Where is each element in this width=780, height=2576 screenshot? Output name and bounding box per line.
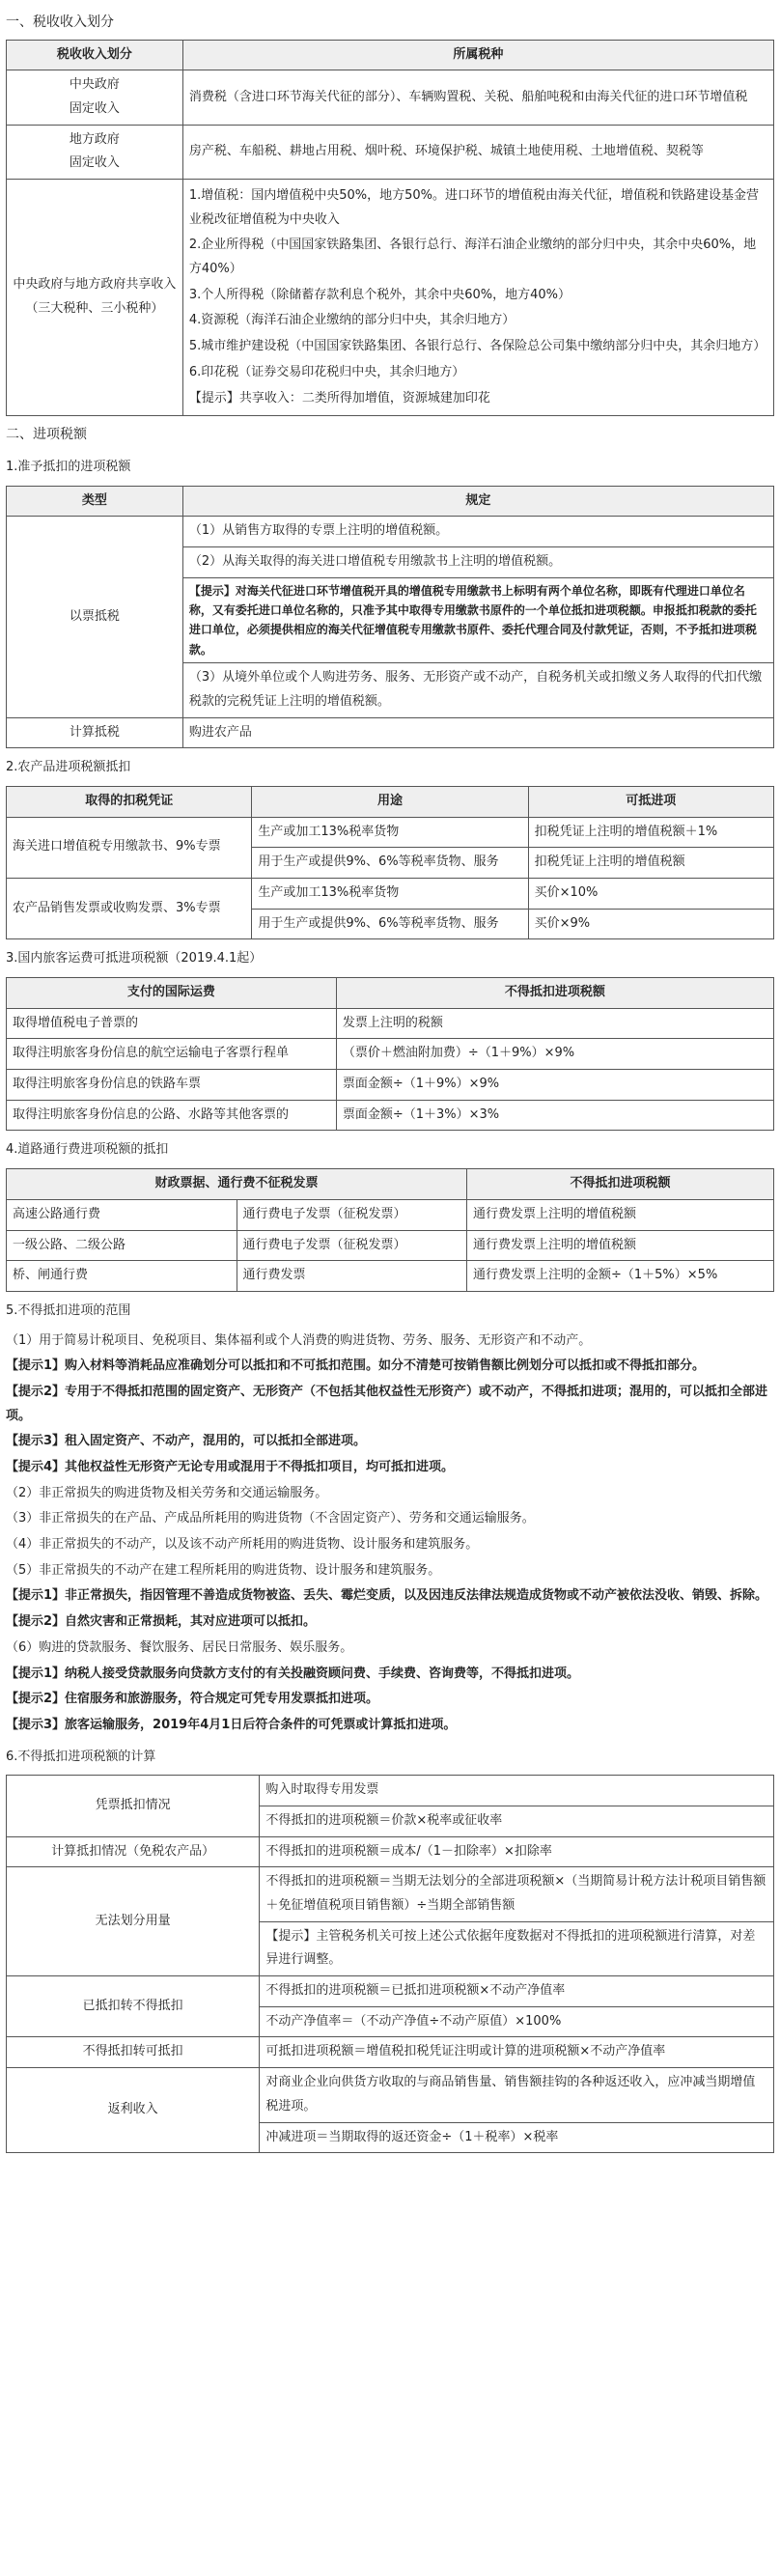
text-line: 【提示2】专用于不得抵扣范围的固定资产、无形资产（不包括其他权益性无形资产）或不动产，不得抵扣进项；混用的，可以抵扣全部进项。	[6, 1384, 768, 1423]
cell: 通行费发票上注明的增值税额	[467, 1199, 774, 1230]
subsection-1-title: 1.准予抵扣的进项税额	[6, 459, 131, 474]
road-toll-table	[6, 1168, 774, 1292]
header-rule: 规定	[182, 486, 773, 517]
cell: 票面金额÷（1＋9%）×9%	[336, 1070, 773, 1101]
cell: 用于生产或提供9%、6%等税率货物、服务	[252, 848, 528, 879]
header-voucher: 取得的扣税凭证	[7, 786, 252, 817]
table-row	[7, 2068, 774, 2122]
row-content: 房产税、车船税、耕地占用税、烟叶税、环境保护税、城镇土地使用税、土地增值税、契税等	[182, 125, 773, 179]
subsection-4-title: 4.道路通行费进项税额的抵扣	[6, 1142, 169, 1158]
row-content: （3）从境外单位或个人购进劳务、服务、无形资产或不动产，自税务机关或扣缴义务人取得的代扣代缴税款的完税凭证上注明的增值税额。	[182, 663, 773, 717]
row-label: 以票抵税	[7, 517, 183, 717]
label-line: 地方政府	[69, 131, 120, 147]
header-fiscal-bill: 财政票据、通行费不征税发票	[7, 1169, 467, 1200]
table-header-row	[7, 1169, 774, 1200]
row-label: 不得抵扣转可抵扣	[7, 2037, 260, 2068]
table-row	[7, 717, 774, 748]
cell: 取得增值税电子普票的	[7, 1008, 337, 1039]
text-line: （5）非正常损失的不动产在建工程所耗用的购进货物、设计服务和建筑服务。	[6, 1562, 441, 1578]
cell: 购入时取得专用发票	[260, 1776, 774, 1806]
table-row	[7, 1008, 774, 1039]
section-2-title: 二、进项税额	[6, 427, 87, 443]
label-line: 固定收入	[69, 100, 120, 116]
header-non-deductible: 不得抵扣进项税额	[336, 978, 773, 1009]
row-content	[182, 180, 773, 416]
header-deductible: 可抵进项	[528, 786, 773, 817]
table-row	[7, 180, 774, 416]
cell: 不得抵扣的进项税额＝已抵扣进项税额×不动产净值率	[260, 1976, 774, 2007]
row-content: （1）从销售方取得的专票上注明的增值税额。	[182, 517, 773, 547]
table-row	[7, 1039, 774, 1070]
cell: 取得注明旅客身份信息的航空运输电子客票行程单	[7, 1039, 337, 1070]
row-label: 已抵扣转不得抵扣	[7, 1976, 260, 2037]
cell: 发票上注明的税额	[336, 1008, 773, 1039]
row-label: 无法划分用量	[7, 1867, 260, 1976]
text-line: 【提示4】其他权益性无形资产无论专用或混用于不得抵扣项目，均可抵扣进项。	[6, 1460, 455, 1474]
cell: 高速公路通行费	[7, 1199, 237, 1230]
cell: 通行费发票上注明的金额÷（1＋5%）×5%	[467, 1261, 774, 1292]
table-row	[7, 125, 774, 179]
table-row	[7, 70, 774, 125]
label-line: （三大税种、三小税种）	[25, 301, 164, 317]
cell: 【提示】主管税务机关可按上述公式依据年度数据对不得抵扣的进项税额进行清算，对差异进行调整。	[260, 1921, 774, 1975]
table-row	[7, 1261, 774, 1292]
text-line: 【提示3】租入固定资产、不动产，混用的，可以抵扣全部进项。	[6, 1434, 367, 1449]
row-content: 【提示】对海关代征进口环节增值税开具的增值税专用缴款书上标明有两个单位名称，即既有代理进口单位名称，又有委托进口单位名称的，只准予其中取得专用缴款书原件的一个单位抵扣进项税额。申报抵扣税款的委托进口单位，必须提供相应的海关代征增值税专用缴款书原件、委托代理合同及付款凭证，否则，不予抵扣进项税款。	[182, 577, 773, 663]
content-line: 2.企业所得税（中国国家铁路集团、各银行总行、海洋石油企业缴纳的部分归中央，其余中央60%，地方40%）	[188, 238, 757, 277]
cell: 用于生产或提供9%、6%等税率货物、服务	[252, 909, 528, 939]
table-header-row	[7, 40, 774, 70]
header-division: 税收收入划分	[7, 40, 183, 70]
passenger-transport-table	[6, 977, 774, 1131]
table-row	[7, 1230, 774, 1261]
cell: 通行费发票上注明的增值税额	[467, 1230, 774, 1261]
text-line: （4）非正常损失的不动产，以及该不动产所耗用的购进货物、设计服务和建筑服务。	[6, 1537, 479, 1553]
cell: 不动产净值率＝（不动产净值÷不动产原值）×100%	[260, 2006, 774, 2037]
cell: 票面金额÷（1＋3%）×3%	[336, 1100, 773, 1131]
cell: 不得抵扣的进项税额＝价款×税率或征收率	[260, 1806, 774, 1836]
text-line: 【提示1】纳税人接受贷款服务向贷款方支付的有关投融资顾问费、手续费、咨询费等，不得抵扣进项。	[6, 1666, 580, 1681]
table-row	[7, 878, 774, 909]
cell: 桥、闸通行费	[7, 1261, 237, 1292]
agricultural-input-table	[6, 786, 774, 939]
table-header-row	[7, 486, 774, 517]
cell: 买价×9%	[528, 909, 773, 939]
subsection-2-title: 2.农产品进项税额抵扣	[6, 760, 131, 775]
cell: 对商业企业向供货方收取的与商品销售量、销售额挂钩的各种返还收入，应冲减当期增值税进项。	[260, 2068, 774, 2122]
cell: 冲减进项＝当期取得的返还资金÷（1＋税率）×税率	[260, 2122, 774, 2153]
cell: 一级公路、二级公路	[7, 1230, 237, 1261]
cell: （票价＋燃油附加费）÷（1＋9%）×9%	[336, 1039, 773, 1070]
content-line: 3.个人所得税（除储蓄存款利息个税外，其余中央60%，地方40%）	[188, 287, 571, 302]
cell: 买价×10%	[528, 878, 773, 909]
row-content: （2）从海关取得的海关进口增值税专用缴款书上注明的增值税额。	[182, 546, 773, 577]
section-1-title: 一、税收收入划分	[6, 14, 114, 30]
content-line: 【提示】共享收入：二类所得加增值，资源城建加印花	[188, 390, 490, 406]
row-label: 凭票抵扣情况	[7, 1776, 260, 1836]
subsection-6-title: 6.不得抵扣进项税额的计算	[6, 1749, 156, 1764]
text-line: 【提示2】住宿服务和旅游服务，符合规定可凭专用发票抵扣进项。	[6, 1692, 379, 1707]
cell: 生产或加工13%税率货物	[252, 878, 528, 909]
cell: 农产品销售发票或收购发票、3%专票	[7, 878, 252, 938]
table-row	[7, 1100, 774, 1131]
deductible-input-table	[6, 486, 774, 749]
content-line: 4.资源税（海洋石油企业缴纳的部分归中央，其余归地方）	[188, 313, 515, 328]
cell: 通行费电子发票（征税发票）	[237, 1199, 467, 1230]
content-line: 6.印花税（证券交易印花税归中央，其余归地方）	[188, 364, 465, 379]
table-row	[7, 1199, 774, 1230]
label-line: 固定收入	[69, 155, 120, 171]
text-line: （6）购进的贷款服务、餐饮服务、居民日常服务、娱乐服务。	[6, 1639, 353, 1655]
content-line: 5.城市维护建设税（中国国家铁路集团、各银行总行、各保险总公司集中缴纳部分归中央，其余归地方）	[188, 339, 766, 354]
row-content: 购进农产品	[182, 717, 773, 748]
revenue-division-table	[6, 40, 774, 417]
label-line: 中央政府	[69, 77, 120, 93]
table-row	[7, 1070, 774, 1101]
cell: 海关进口增值税专用缴款书、9%专票	[7, 817, 252, 878]
row-label	[7, 125, 183, 179]
row-content: 消费税（含进口环节海关代征的部分）、车辆购置税、关税、船舶吨税和由海关代征的进口环节增值税	[182, 70, 773, 125]
header-tax-type: 所属税种	[182, 40, 773, 70]
row-label: 计算抵税	[7, 717, 183, 748]
row-label: 计算抵扣情况（免税农产品）	[7, 1836, 260, 1867]
cell: 取得注明旅客身份信息的公路、水路等其他客票的	[7, 1100, 337, 1131]
table-row	[7, 1776, 774, 1806]
label-line: 中央政府与地方政府共享收入	[13, 277, 177, 293]
cell: 通行费发票	[237, 1261, 467, 1292]
text-line: 【提示1】非正常损失，指因管理不善造成货物被盗、丢失、霉烂变质，以及因违反法律法规造成货物或不动产被依法没收、销毁、拆除。	[6, 1588, 768, 1604]
row-label: 返利收入	[7, 2068, 260, 2153]
header-fare: 支付的国际运费	[7, 978, 337, 1009]
non-deductible-calc-table	[6, 1775, 774, 2153]
text-line: （1）用于简易计税项目、免税项目、集体福利或个人消费的购进货物、劳务、服务、无形资产和不动产。	[6, 1332, 592, 1348]
table-row	[7, 1976, 774, 2007]
row-label	[7, 180, 183, 416]
cell: 取得注明旅客身份信息的铁路车票	[7, 1070, 337, 1101]
cell: 扣税凭证上注明的增值税额	[528, 848, 773, 879]
cell: 不得抵扣的进项税额＝成本/（1－扣除率）×扣除率	[260, 1836, 774, 1867]
text-line: 【提示1】购入材料等消耗品应准确划分可以抵扣和不可抵扣范围。如分不清楚可按销售额比例划分可以抵扣或不得抵扣部分。	[6, 1358, 706, 1374]
table-row	[7, 2037, 774, 2068]
header-use: 用途	[252, 786, 528, 817]
table-row	[7, 1867, 774, 1921]
cell: 通行费电子发票（征税发票）	[237, 1230, 467, 1261]
cell: 扣税凭证上注明的增值税额＋1%	[528, 817, 773, 848]
text-line: 【提示2】自然灾害和正常损耗，其对应进项可以抵扣。	[6, 1614, 317, 1630]
table-header-row	[7, 786, 774, 817]
subsection-3-title: 3.国内旅客运费可抵进项税额（2019.4.1起）	[6, 951, 263, 966]
cell: 可抵扣进项税额＝增值税扣税凭证注明或计算的进项税额×不动产净值率	[260, 2037, 774, 2068]
subsection-5-title: 5.不得抵扣进项的范围	[6, 1302, 131, 1318]
text-line: （2）非正常损失的购进货物及相关劳务和交通运输服务。	[6, 1485, 328, 1500]
table-row	[7, 517, 774, 547]
table-header-row	[7, 978, 774, 1009]
non-deductible-scope	[6, 1330, 774, 1738]
content-line: 1.增值税：国内增值税中央50%，地方50%。进口环节的增值税由海关代征，增值税和铁路建设基金营业税改征增值税为中央收入	[188, 188, 760, 227]
cell: 生产或加工13%税率货物	[252, 817, 528, 848]
table-row	[7, 817, 774, 848]
text-line: （3）非正常损失的在产品、产成品所耗用的购进货物（不含固定资产）、劳务和交通运输服务。	[6, 1511, 535, 1526]
table-row	[7, 1836, 774, 1867]
text-line: 【提示3】旅客运输服务，2019年4月1日后符合条件的可凭票或计算抵扣进项。	[6, 1717, 457, 1732]
header-type: 类型	[7, 486, 183, 517]
row-label	[7, 70, 183, 125]
cell: 不得抵扣的进项税额＝当期无法划分的全部进项税额×（当期简易计税方法计税项目销售额＋免征增值税项目销售额）÷当期全部销售额	[260, 1867, 774, 1921]
header-non-deductible: 不得抵扣进项税额	[467, 1169, 774, 1200]
